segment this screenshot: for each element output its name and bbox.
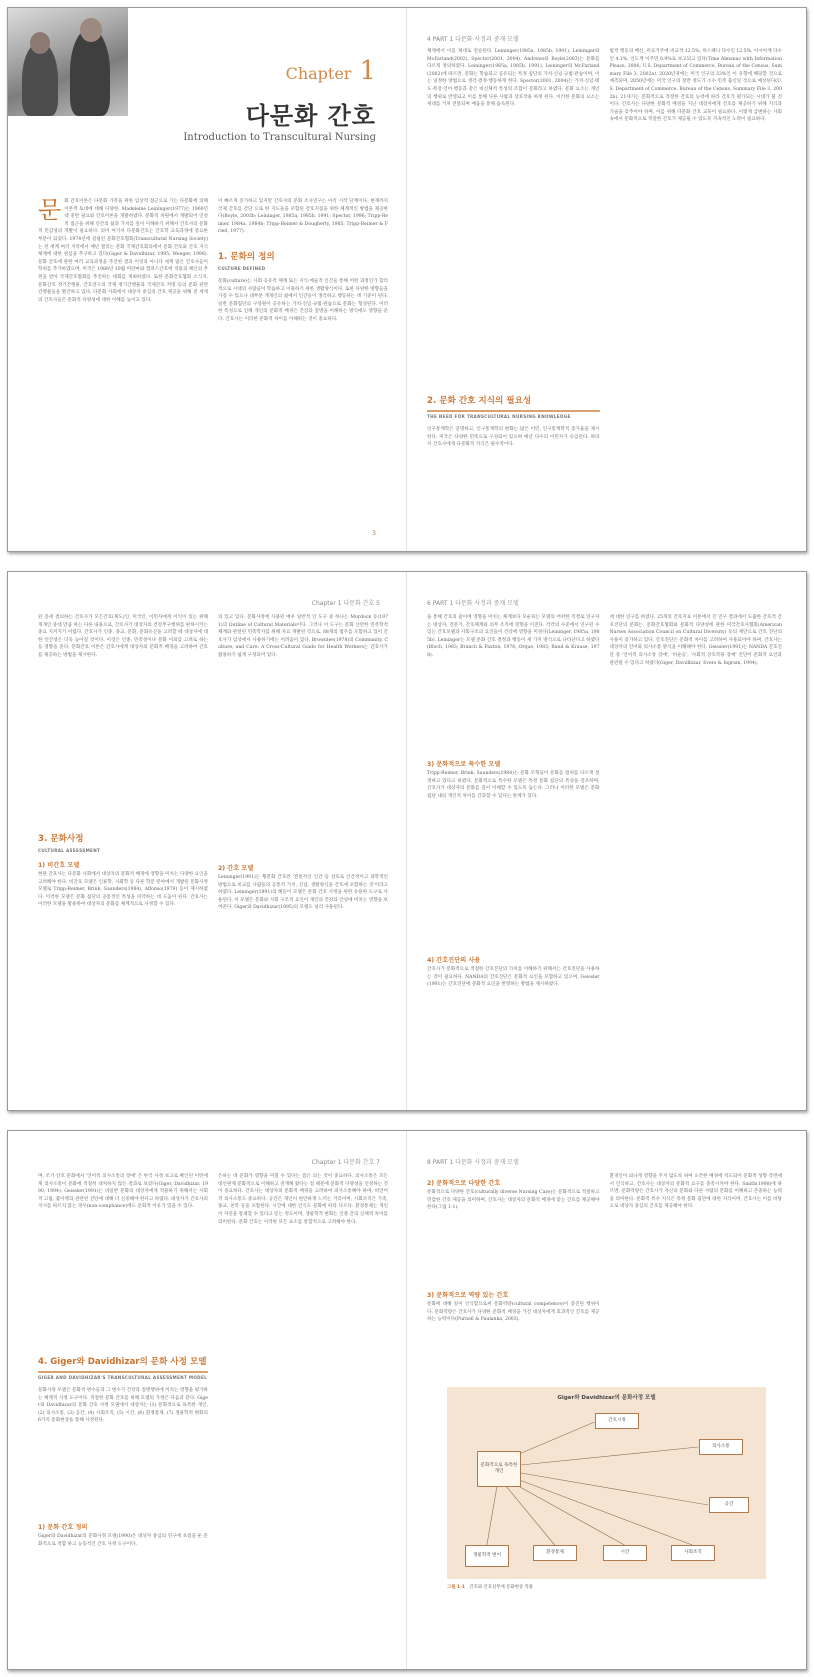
subsection-title: 4) 간호진단의 사용 (427, 957, 481, 964)
section-title: 3. 문화사정 (38, 834, 84, 844)
chapter-label (286, 56, 376, 86)
section-title: 1. 문화의 정의 (218, 252, 275, 262)
subsection-title: 1) 문화 간호 정의 (38, 1524, 88, 1531)
chapter-title-korean: 다문화 간호 (245, 102, 376, 130)
page-6 (407, 572, 806, 1110)
chapter-word: Chapter (285, 64, 352, 83)
page-7-columns (38, 1173, 388, 1639)
body-paragraph: 문화(culture)는 사회 공유적 체계 또는 지식·예술적 인간들 통해 어떤 과정인가 합리적으로 시대의 사람들이 학습하고 이용하기 위한 생활양식이다. 또한 다양한 방향들을 가질 수 있으나 대부분 개개인의 삶에서 인간들이 생각하고 행동하는 데 기준이 된다. 일반 문화집단의 구성원이 공유하는 가치·신념·규범·관습으로 문화는 형성된다. 이러한 특성으로 인해 개인의 문화적 배경은 건강과 질병을 이해하는 방식에도 영향을 준다. 간호사는 이러한 문화적 차이를 이해하는 것이 중요하다. (218, 279, 388, 322)
chapter-title-english: Introduction to Transcultural Nursing (183, 132, 376, 143)
page-8 (407, 1131, 806, 1669)
figure-node: 사회조직 (671, 1545, 715, 1561)
body-paragraph: 에 대한 연구를 하였다. 25개의 간호지표 이론에서 진 연구 결과에서 도출한 간호적 간호진단의 문화는, 문화간호협회와 문화적 다양성에 관한 미국간호사협회(American Nurses Association Council on Cultural Diversity) 등의 제안으로 간호 진단의 사용이 증가하고 있다. 간호진단은 문화적 차이를 고려하여 사용되어야 하며, 간호사는 대상자의 언어와 의사소통 방식을 이해해야 한다. Geissler(1991)는 NANDA 간호진단 중 '언어적 의사소통 장애', '비순응', '사회적 상호작용 장애' 진단이 문화적 요인과 관련될 수 있다고 하였다(Giger, Davidhizar, Evers & Ingram, 1994). (609, 615, 782, 666)
figure-caption-label: 그림 1-1 (447, 1585, 465, 1590)
figure-diagram (447, 1387, 766, 1579)
body-paragraph: 간호사가 문화적으로 적절한 간호진단의 가치를 이해하기 위해서는 간호진단을 사용하는 것이 필요하다. NANDA의 간호진단은 문화적 요인을 포함하고 있으며, Geissler(1991)는 간호진단에 문화적 요인을 반영하는 방법을 제시하였다. (427, 967, 600, 988)
page-5-col-2 (218, 614, 388, 1080)
running-head: 8 PART 1 다문화 사정과 중재 모델 (427, 1159, 519, 1166)
running-head: 6 PART 1 다문화 사정과 중재 모델 (427, 600, 519, 607)
subsection-title: 3) 문화적으로 특수한 모델 (427, 761, 501, 768)
page-5 (8, 572, 407, 1110)
page-3-col-2 (218, 198, 388, 521)
figure-node: 의사소통 (699, 1439, 743, 1455)
section-subtitle: GIGER AND DAVIDHIZAR'S TRANSCULTURAL ASSESSMENT MODEL (38, 1375, 208, 1380)
page-4-col-1 (427, 48, 600, 521)
body-paragraph: 은하는 데 문화가 영향을 미칠 수 있다는 점은 의는 것이 중요하다. 의사소통은 모든 대인관계 문화적으로 이해하고 전개해 왔다는 점 때문에 문화적 다양성을 인정하는 것이 중요하다. 간호사는 대상자의 문화적 배경을 고려하여 의사소통해야 하며, 비언어적 의사소통도 중요하다. 공간은 개인이 편안하게 느끼는 거리이며, 사회조직은 가족, 종교, 친족 등을 포함한다. 시간에 대한 인식도 문화에 따라 다르다. 환경통제는 개인이 자연을 통제할 수 있다고 믿는 정도이며, 생물학적 변화는 인종 간의 신체적 차이를 의미한다. 문화 간호는 이러한 모든 요소를 통합적으로 고려해야 한다. (218, 1174, 388, 1225)
body-paragraph: 인구통계학은 증명하고, 인구통계학의 변화는 많은 이민, 인구통계학적 증가율을 제시한다. 미국은 다양한 민족으로 구성되어 있으며 매년 다수의 이민자가 유입된다. 따라서 간호사에게 다문화적 지식은 필수적이다. (427, 427, 600, 448)
chapter-opener-photo (8, 8, 128, 116)
spread-chapter-opener (7, 7, 807, 552)
section-title: 4. Giger와 Davidhizar의 문화 사정 모델 (38, 1357, 207, 1367)
body-paragraph: 문화적으로 다양한 간호(culturally diverse Nursing Care)는 문화적으로 적절하고 민감한 간호 제공을 의미하며, 간호사는 대상자의 문화적 배경에 맞는 간호를 제공해야 한다(그림 1-1). (427, 1190, 600, 1211)
body-paragraph: Giger와 Davidhizar의 문화사정 모델(1990)은 대상자 중심의 연구에 초점을 둔 문화적으로 적합 하고 능동적인 간호 사정 도구이다. (38, 1534, 208, 1547)
page-7 (8, 1131, 407, 1669)
figure-node: 공간 (709, 1497, 749, 1513)
figure-caption (447, 1584, 766, 1590)
section-subtitle: CULTURAL ASSESSMENT (38, 848, 101, 853)
page-7-col-1 (38, 1173, 208, 1639)
spread-pages-7-8 (7, 1130, 807, 1670)
page-5-col-1 (38, 614, 208, 1080)
figure-node-center: 문화적으로 독특한 개인 (477, 1451, 521, 1487)
page-4 (407, 8, 806, 551)
subsection-title: 3) 문화적으로 역량 있는 간호 (427, 1292, 509, 1299)
body-paragraph: Tripp-Reimer, Brink, Saunders(1984)는 문화 모형들이 문화를 범위를 다르게 설정하고 있다고 하였다. 문화적으로 특수한 모델은 특정 문화 집단의 특성을 강조하며, 간호사가 대상자의 문화를 깊이 이해할 수 있도록 돕는다. 그러나 이러한 모델은 문화 집단 내의 개인적 차이를 간과할 수 있다는 한계가 있다. (427, 771, 600, 799)
figure-node: 생물학적 변이 (465, 1545, 509, 1567)
body-paragraph: 체계에서 이를 제대로 전승된다. Leininger(1985a, 1985b, 1991), Leininger와 McFarland(2002), Spector(2001, 2004), Andrews와 Boyle(2003)는 문화를 다르게 정의하였다. Leininger(1985a, 1985b, 1991), Leininger와 McFarland(2002)에 따르면, 문화는 학습되고 공유되는 특정 집단의 가치·신념·규범·관습이며, 이는 일정한 방법으로 생각·결정·행동하게 한다. Spector(2001, 2004)는 가치·신념·태도·복장·언어·행동과 같은 비신체적 특성의 조합이 문화라고 하였다. 문화 요소는 개인의 행위로 반영되고 이를 통해 다른 사람과 상호작용 하게 된다. 이러한 문화의 요소는 세대를 거쳐 전달되며 배움을 통해 습득된다. (427, 49, 600, 108)
body-paragraph: Leininger(1991)는 횡문화 간호란 '전통적인 인간 등 상호로 인간적이고 과학적인 방법으로 비교를 사람들의 공통적 가치, 신념, 생활양식을 간호에 포함하는 것'이라고 하였다. Leininger(1991)의 해돋이 모델은 문화 간호 사정을 위한 유용한 도구로 사용된다. 이 모델은 문화와 사회 구조적 요인이 개인의 건강과 안녕에 미치는 영향을 보여준다. Giger와 Davidhizar(1995)의 모델도 널리 사용된다. (218, 875, 388, 911)
page-3 (8, 8, 407, 551)
section-rule (38, 1371, 208, 1373)
body-paragraph: 범적 행동의 배신, 미료거주에 비교적 12.5%, 히스패닉 다수인 12.5%, 아시아계 다수인 4.1%, 인도계 이주민 0.9%로 보고되고 있다(Time Almanac with Information Please, 2006; U.S. Department of Commerce, Bureau of the Census, Summary File 3, 2002a). 2020년경에는 미국 인구의 33%인 이 유형에 해당할 것으로 예측되며, 2050년에는 미국 인구의 절반 정도가 소수 민족 출신일 것으로 예상된다(U.S. Department of Commerce, Bureau of the Census, Summary File 3, 2002b). 21세기는 문화적으로 적절한 간호의 능력에 따라 간호가 평가되는 시대가 될 것이다. 간호사는 다양한 문화적 배경을 지닌 대상자에게 간호를 제공하기 위해 지식과 기술을 갖추어야 하며, 이를 위해 다문화 간호 교육이 필요하다. 이렇게 급변하는 사회 속에서 문화적으로 적절한 간호가 제공될 수 있도록 지속적인 노력이 필요하다. (609, 49, 782, 123)
spread-pages-5-6 (7, 571, 807, 1111)
body-paragraph: 이 빠르게 증가하고 있지만 간호사의 문화 조사연구는 아직 시작 단계이다. 현재까지 국제 간호를 간단 으로 한 지도들을 포함된 간호지침을 위한 체계적인 방법을 제공한다(Boyle, 2003b; Leininger, 1985a, 1985b, 1991; Spector, 1996; Tripp-Reimer, 1984a, 1984b; Tripp-Reimer & Dougherty, 1985; Tripp-Reimer & Fried, 1977). (218, 199, 388, 235)
page-number: 3 (372, 530, 376, 537)
body-paragraph: 문화사정 모델은 문화적 변수들과 그 변수가 건강과 질병행위에 미치는 영향을 평가하는 체계적 사정 도구이다. 적절한 문화 간호를 위해 모델의 가정은 다음과 같다. Giger와 Davidhizar의 문화 간호 사정 모델에서 대상자는 (1) 문화적으로 독특한 개인, (2) 의사소통, (3) 공간, (4) 사회조직, (5) 시간, (6) 환경통제, (7) 생물학적 변화의 6가지 문화현상을 통해 사정된다. (38, 1388, 208, 1424)
body-paragraph: 된 증세 결의하는 간호사가 모든간호(제도)인, 미국인, 이민자에게 이익이 있는 위해 개개인 중대 만큼 하는 다른 내용으로, 간호사가 대상자의 건강추구행위를 판하시키는 중요 지켜지기 어렵다. 간호사가 인종, 종교, 문화, 문화유산을 고려할 때 대상자에 대한 인간성은 더욱 높아질 것이다. 이것은 인종, 민족성이나 문화 이외를 고려로 하는 등 영향을 준다. 문화간호 이론은 간호사에게 대상자의 문화적 배경을 고려하여 간호를 제공하는 방법을 제시한다. (38, 615, 208, 658)
page-7-col-2 (218, 1173, 388, 1639)
page-6-col-2 (610, 614, 783, 1080)
chapter-number: 1 (359, 56, 376, 86)
body-paragraph: 현관 간호사는 다문화 사회에서 대상자의 문화적 배경에 영향을 미치는 다양한 요인을 고려해야 한다. 비간호 모델은 인류학, 사회학 등 다른 학문 분야에서 개발된 문화사정 모델로 Tripp-Reimer, Brink, Saunders(1984), Affonso(1979) 등이 제시하였다. 이러한 모델은 문화 집단의 공통적인 특성을 파악하는 데 도움이 된다. 간호사는 이러한 모델을 활용하여 대상자의 문화를 체계적으로 사정할 수 있다. (38, 872, 208, 908)
section-subtitle: CULTURE DEFINED (218, 266, 266, 271)
section-subtitle: THE NEED FOR TRANSCULTURAL NURSING KNOWLEDGE (427, 414, 571, 419)
body-paragraph: 환경인이 외나게 영향을 주지 않도록 하여 오픈한 배경에 적도되어 문화적 성향 측면에서 인식하고, 간호사는 대상자의 문화적 요구를 충족시켜야 한다. Smith(1998)에 따르면, 문화역량은 간호사가 자신의 문화와 다른 사람의 문화를 이해하고 존중하는 능력을 의미한다. 문화적 특수 지식은 특정 문화 집단에 대한 지식이며, 간호사는 이를 바탕으로 대상자 중심의 간호를 제공해야 한다. (609, 1174, 782, 1210)
page-6-col-1 (427, 614, 600, 1080)
body-paragraph: 을 통해 간호의 즐이에 영향을 미치는 체계보다 모순되는 모델의 어떠한 직결로 연구자는 대상자, 전문가, 간호체계와 의무 조직에 영향을 이전다. 각각의 수준에서 연구된 수 있는 간호모델과 사회구조의 요인들이 건강에 영향을 미친다(Leininger, 1985a, 1985b). Leininger는 모델 문화 간호 결정과 행동이 세 가지 방식으로 나타난다고 하였다(Bloch, 1983; Branch & Paxton, 1976; Orque, 1983; Rund & Krause, 1978). (427, 615, 600, 658)
subsection-title: 2) 간호 모델 (218, 865, 254, 872)
page-3-columns (38, 198, 388, 521)
figure-1-1 (447, 1379, 766, 1590)
page-3-col-1 (38, 198, 208, 521)
page-5-columns (38, 614, 388, 1080)
page-4-col-2 (610, 48, 783, 521)
dropcap: 문 (38, 198, 62, 224)
subsection-title: 2) 문화적으로 다양한 간호 (427, 1180, 501, 1187)
figure-node: 시간 (603, 1545, 647, 1561)
figure-caption-text: 간호와 간호실무에 문화현상 적용 (469, 1585, 533, 1590)
body-paragraph: 문화에 대해 깊이 인식함으로써 문화역량(cultural competence)이 증진된 행위이다. 문화역량은 간호사가 다양한 문화적 배경을 가진 대상자에게 효과적인 간호를 제공하는 능력이다(Purnell & Paulanka, 2003). (427, 1302, 600, 1323)
body-paragraph: 며, 조기 간호 문화에서 '언어적 의사소통의 장애' 은 한국 사정 보고로 확인된 이민에게 의사소통이 문화에 적절히 대처하지 않은 결과로 보았다(Giger, Davidhizar, 1990, 1994). Geissler(1991)는 비일반 문화의 대상자에게 적용하기 위해서는 사회적 고립, 불이행과 관련된 진단에 대해 더 신중해야 한다고 하였다. 대상자가 간호사의 지시를 따르지 않는 경우(non-compliance)에도 문화적 이유가 있을 수 있다. (38, 1174, 208, 1210)
body-paragraph: 의 있고 있다. 문화사정에 사용된 매우 일반적 인 도구 중 하나는 Murdock 등(1971)의 Outline of Cultural Materials이다. 그러나 이 도구는 문화 산만한 민족학적 체계와 관련된 민족학자를 위해 자료 개발된 것으로, 88개의 범주를 포함하고 있어 간호사가 임상에서 사용하기에는 어려움이 있다. Brownlee(1978)의 Community, Culture, and Care: A Cross-Cultural Guide for Health Workers는 간호사가 활용하기 쉽게 구성되어 있다. (218, 615, 388, 658)
figure-node: 간호시정 (595, 1413, 639, 1429)
section-title: 2. 문화 간호 지식의 필요성 (427, 396, 532, 406)
figure-node: 환경통제 (533, 1545, 577, 1561)
running-head: 4 PART 1 다문화 사정과 중재 모델 (427, 36, 519, 43)
page-6-columns (427, 614, 782, 1080)
page-4-columns (427, 48, 782, 521)
body-paragraph: 문 화 간호이론은 다문화 가족을 위한 임상적 접근으로 가는 다문화에 의해 이론적 토대에 대해 다양한, Madeleine Leininger(1977)는 1960년대 중반 필요와 간호이론을 개발하였다. 문화적 차원에서 개발되어 인성적 접근을 위해 인간의 삶과 가치를 깊이 이해하기 위해서 간호사의 문화적 민감성의 개발이 필요하다. 의미 여기서 다문화간호는 간호학 교육과정에 중요한 부분이 되었다. 1974년에 설립된 문화간호협회(Transcultural Nursing Society)는 전 세계 여러 지역에서 매년 열리는 문화 국제간호회의에서 문화 간호와 간호 지식체계에 대한 관심을 추구하고 있다(Giger & Davidhizar, 1995; Wenger, 1998). 문화 간호에 관한 여러 교육과정을 추진한 결과 이것과 아니다 세계 많은 간호사들이 학위를 추가하였으며, 미국은 1988년 10월 미얀마와 캠퍼스간호에 적용과 체인의 추천을 받아 국제간호협회를 추진하는 대회를 개최하였다. 또한 문화간호협회 소식지, 문화간호 정기간행물, 간호연구의 국제 정기간행물과 국제간호 저명 등의 문화 관련 간행물들을 발간하고 있다. 다문화 사회에서 대상자 중심의 간호 제공을 위해 전 세계의 간호사들은 문화적 다양성에 대한 이해를 높이고 있다. (38, 198, 208, 303)
running-head: Chapter 1 다문화 간호 7 (311, 1159, 380, 1166)
figure-title: Giger와 Davidhizar의 문화사정 모델 (557, 1395, 656, 1401)
running-head: Chapter 1 다문화 간호 5 (311, 600, 380, 607)
section-rule (427, 410, 600, 412)
subsection-title: 1) 비간호 모델 (38, 862, 80, 869)
